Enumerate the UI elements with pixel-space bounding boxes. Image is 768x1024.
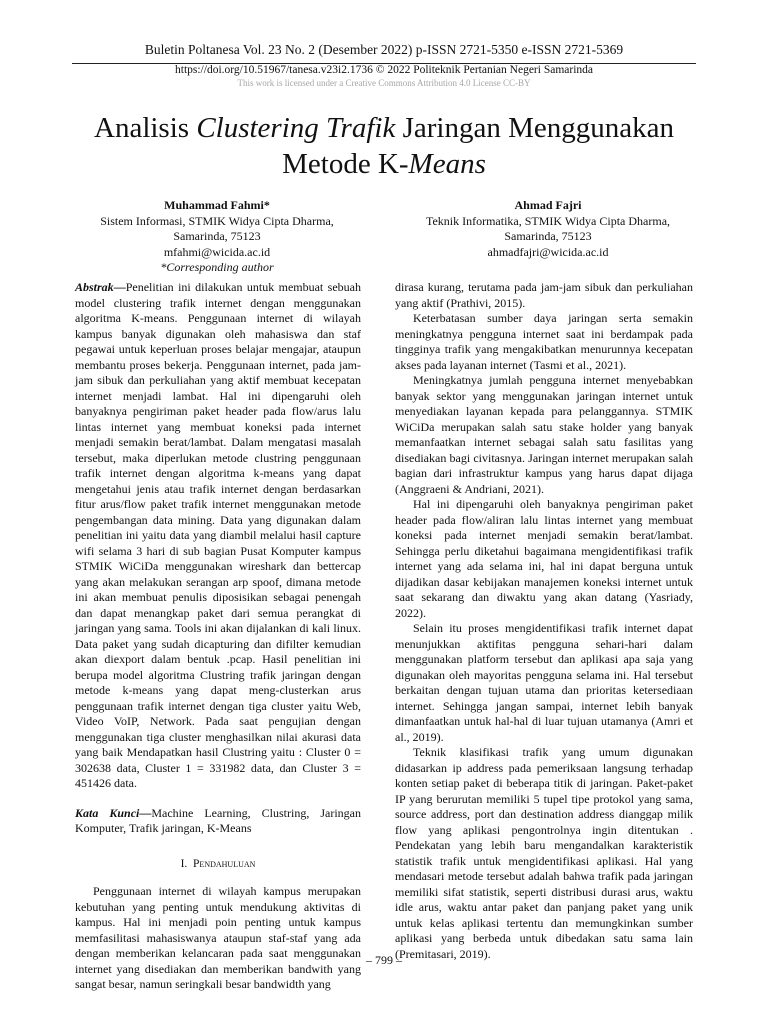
corresponding-note: *Corresponding author [160,260,274,274]
author-2 [395,198,701,260]
paragraph: dirasa kurang, terutama pada jam-jam sibuk dan perkuliahan yang aktif (Prathivi, 2015). [395,280,693,310]
author-city: Samarinda, 75123 [173,229,261,243]
paragraph: Hal ini dipengaruhi oleh banyaknya pengiriman paket header pada flow/aliran lalu lintas internet yang membuat koneksi pada internet menjadi semakin berat/lambat. Sehingga perlu diketahui bagaimana mengidentifikasi trafik internet yang ada selama ini, hal ini dapat berguna untuk dijadikan dasar kebijakan manajemen koneksi internet untuk saat sekarang dan diwaktu yang akan datang (Yasriady, 2022). [395,497,693,620]
author-city: Samarinda, 75123 [504,229,592,243]
doi-line[interactable]: https://doi.org/10.51967/tanesa.v23i2.1736 © 2022 Politeknik Pertanian Negeri Samarinda [175,64,593,76]
author-1 [70,198,364,276]
author-email[interactable]: ahmadfajri@wicida.ac.id [487,244,609,259]
paragraph: Selain itu proses mengidentifikasi trafik internet dapat menunjukkan aktifitas pengguna sehari-hari dalam menggunakan platform tersebut dan aplikasi apa saja yang digunakan oleh mayoritas pengguna selama ini. Hal tersebut berkaitan dengan tujuan utama dan prioritas ketersediaan internet. Sehingga jangan sampai, internet lebih banyak dimanfaatkan untuk hal-hal di luar tujuan utamanya (Amri et al., 2019). [395,621,693,744]
author-name: Muhammad Fahmi* [164,198,270,212]
abstract: Abstrak—Penelitian ini dilakukan untuk membuat sebuah model clustering trafik internet dengan menggunakan algoritma K-means. Penggunaan internet di wilayah kampus banyak digunakan oleh mahasiswa dan staf pegawai untuk keperluan proses belajar mengajar, ataupun membantu proses bekerja. Penggunaan internet, pada jam-jam sibuk dan perkuliahan yang aktif membuat kecepatan internet menjadi lambat. Hal ini dipengaruhi oleh banyaknya pengiriman paket header pada flow/arus lalu lintas internet yang membuat koneksi pada internet menjadi semakin berat/lambat. Dalam mengatasi masalah tersebut, maka diperlukan metode clustring penggunaan trafik internet dengan algoritma k-means yang dapat mengetahui jenis atau trafik internet dengan berdasarkan fitur arus/flow paket trafik internet menggunakan metode pengembangan data mining. Data yang digunakan dalam penelitian ini yaitu data yang diambil melalui hasil capture wifi selama 3 hari di sub bagian Pusat Komputer kampus STMIK WiCiDa menggunakan wireshark dan bettercap yang akan melakukan serangan arp spoof, dimana metode ini akan membuat penulis diposisikan sebagai penengah dan dapat menangkap paket dari semua perangkat di jaringan yang sama. Tools ini akan dijalankan di kali linux. Data paket yang sudah dicapturing dan difilter kemudian akan diexport dalam bentuk .pcap. Hasil penelitian ini berupa model algoritma Clustring trafik jaringan dengan metode k-means yang dapat meng-clusterkan arus penggunaan trafik internet dengan tiga cluster yaitu Web, Video VoIP, Network. Pada saat pengujian dengan menggunakan tiga cluster menghasilkan nilai akurasi data yang baik Mendapatkan hasil Clustring yaitu : Cluster 0 = 302638 data, Cluster 1 = 331982 data, dan Cluster 3 = 451426 data. [75,280,361,790]
author-affiliation: Teknik Informatika, STMIK Widya Cipta Dharma, [425,213,671,228]
paragraph: Teknik klasifikasi trafik yang umum digunakan didasarkan ip address pada pemeriksaan langsung terhadap konten setiap paket di beberapa titik di jaringan. Paket-paket IP yang berurutan memiliki 5 tupel tipe protokol yang sama, source address, port dan destination address dianggap milik flow yang aplikasi pengontrolnya ingin ditentukan . Pendekatan yang lebih baru mengandalkan karakteristik statistik trafik untuk mengidentifikasi aplikasi. Hal yang mendasari metode tersebut adalah bahwa trafik pada jaringan memiliki sifat statistik, seperti distribusi durasi arus, waktu idle arus, waktu antar paket dan panjang paket yang unik untuk kelas aplikasi tertentu dan memungkinkan sumber aplikasi yang berbeda untuk dibedakan satu sama lain (Premitasari, 2019). [395,745,693,961]
paragraph: Meningkatnya jumlah pengguna internet menyebabkan banyak sektor yang menggunakan jaringan internet untuk menyediakan layanan kepada para pelanggannya. STMIK WiCiDa merupakan salah satu stake holder yang banyak memanfaatkan internet sebagai salah satu fasilitas yang disediakan bagi civitasnya. Jaringan internet merupakan salah bagian dari infrastruktur kampus yang harus dapat dijaga (Anggraeni & Andriani, 2021). [395,373,693,496]
author-email[interactable]: mfahmi@wicida.ac.id [163,244,271,259]
right-column [395,280,693,962]
section-heading: I. Pendahuluan [180,857,256,870]
paragraph: Keterbatasan sumber daya jaringan serta semakin meningkatnya pengguna internet saat ini berdampak pada tingginya trafik yang mengakibatkan menurunnya kecepatan akses pada layanan internet (Tasmi et al., 2021). [395,311,693,372]
author-affiliation: Sistem Informasi, STMIK Widya Cipta Dharma, [100,213,334,228]
author-name: Ahmad Fajri [514,198,582,212]
license-line[interactable]: This work is licensed under a Creative Commons Attribution 4.0 License CC-BY [237,78,531,88]
left-column [75,280,361,993]
paper-title: Analisis Clustering Trafik Jaringan Menggunakan Metode K-Means [94,112,674,180]
intro-paragraph: Penggunaan internet di wilayah kampus merupakan kebutuhan yang penting untuk mendukung aktivitas di kampus. Hal ini menjadi poin penting untuk kampus memfasilitasi mahasiswanya ataupun staf-staf yang ada dengan memberikan kelancaran pada saat menggunakan internet yang disediakan dan memberikan bandwith yang sangat besar, namun seringkali besar bandwidth yang [75,884,361,991]
page-number: – 799 – [366,953,402,967]
keywords: Kata Kunci—Machine Learning, Clustring, Jaringan Komputer, Trafik jaringan, K-Means [75,805,361,835]
journal-header: Buletin Poltanesa Vol. 23 No. 2 (Desember 2022) p-ISSN 2721-5350 e-ISSN 2721-5369 [144,42,624,57]
